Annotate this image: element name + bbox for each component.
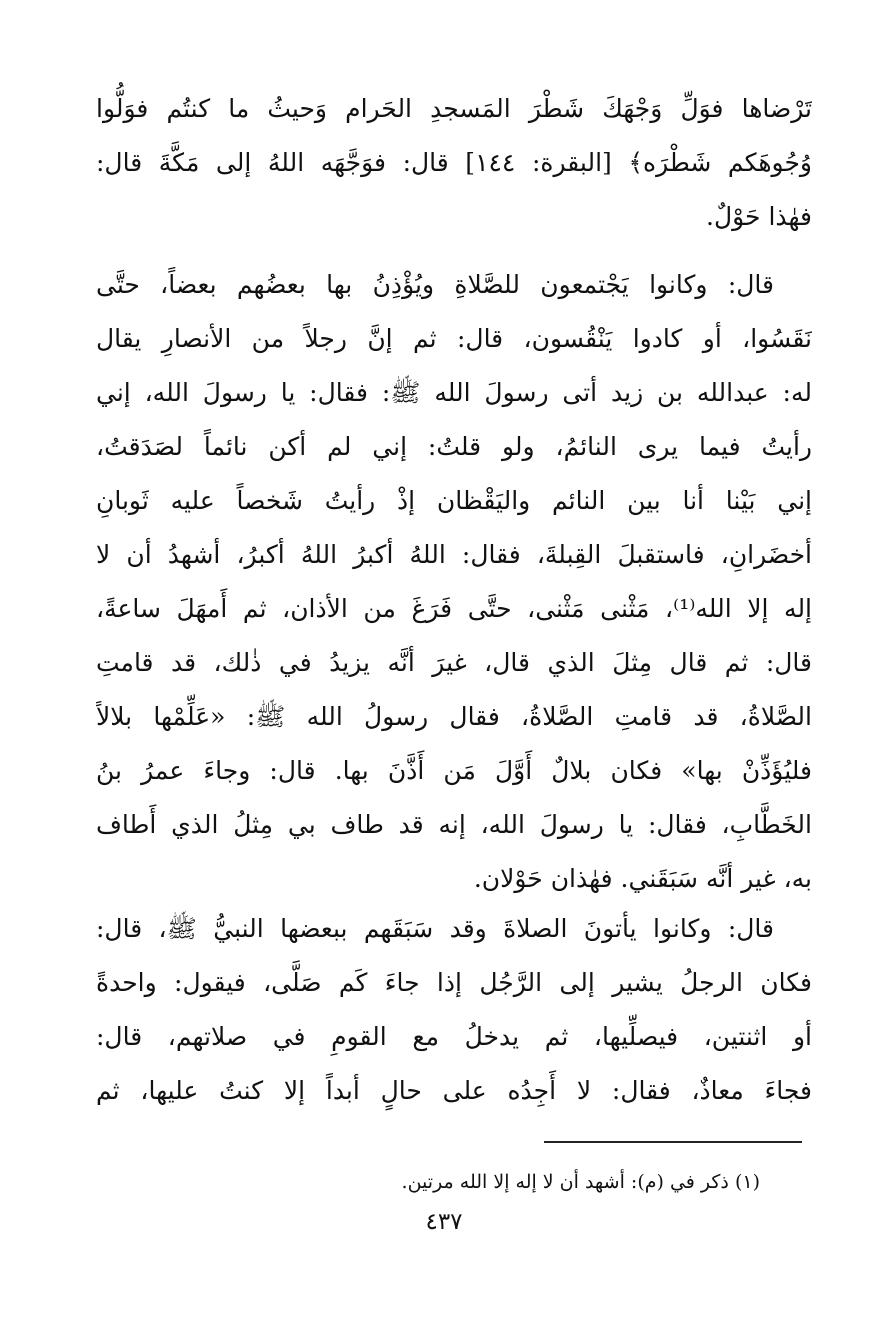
page-number: ٤٣٧ [425,1209,463,1235]
paragraph-3 [96,902,812,1118]
text-line: إني بَيْنا أنا بين النائم واليَقْظان إذْ رأيتُ شَخصاً عليه ثَوبانِ [96,486,812,515]
text-line: الصَّلاةُ، قد قامتِ الصَّلاةُ، فقال رسولُ الله ﷺ: «عَلِّمْها بلالاً [96,702,812,731]
footnote-divider [544,1141,802,1143]
text-line: فليُؤَذِّنْ بها» فكان بلالٌ أَوَّلَ مَن أَذَّنَ بها. قال: وجاءَ عمرُ بنُ [96,756,812,785]
text-line: الخَطَّابِ، فقال: يا رسولَ الله، إنه قد طاف بي مِثلُ الذي أَطاف [96,810,812,839]
text-line: به، غير أنَّه سَبَقَني. فهٰذان حَوْلان. [473,864,812,893]
text-line: أخضَرانِ، فاستقبلَ القِبلةَ، فقال: اللهُ أكبرُ اللهُ أكبرُ، أشهدُ أن لا [96,540,812,569]
text-line: له: عبدالله بن زيد أتى رسولَ الله ﷺ: فقال: يا رسولَ الله، إني [96,378,812,407]
text-line: فهٰذا حَوْلٌ. [706,202,812,231]
text-line: إله إلا الله⁽¹⁾، مَثْنى مَثْنى، حتَّى فَرَغَ من الأذان، ثم أَمهَلَ ساعةً، [96,594,812,623]
text-line: وُجُوهَكم شَطْرَه﴾ [البقرة: ١٤٤] قال: فوَجَّهَه اللهُ إلى مَكَّةَ قال: [96,148,812,177]
footnote: (١) ذكر في (م): أشهد أن لا إله إلا الله مرتين. [401,1171,760,1193]
paragraph-1 [96,82,812,244]
text-line: قال: وكانوا يأتونَ الصلاةَ وقد سَبَقَهم ببعضها النبيُّ ﷺ، قال: [96,914,774,943]
paragraph-2 [96,258,812,906]
text-line: قال: ثم قال مِثلَ الذي قال، غيرَ أنَّه يزيدُ في ذٰلك، قد قامتِ [96,648,812,677]
text-line: أو اثنتين، فيصلِّيها، ثم يدخلُ مع القومِ في صلاتهم، قال: [96,1022,812,1051]
text-line: قال: وكانوا يَجْتمعون للصَّلاةِ ويُؤْذِنُ بها بعضُهم بعضاً، حتَّى [96,270,774,299]
text-line: تَرْضاها فوَلِّ وَجْهَكَ شَطْرَ المَسجدِ الحَرام وَحيثُ ما كنتُم فوَلُّوا [96,94,812,123]
text-line: فكان الرجلُ يشير إلى الرَّجُل إذا جاءَ كَم صَلَّى، فيقول: واحدةً [96,968,812,997]
text-line: نَقَسُوا، أو كادوا يَنْقُسون، قال: ثم إنَّ رجلاً من الأنصارِ يقال [96,324,812,353]
text-line: فجاءَ معاذٌ، فقال: لا أَجِدُه على حالٍ أبداً إلا كنتُ عليها، ثم [96,1076,812,1105]
text-line: رأيتُ فيما يرى النائمُ، ولو قلتُ: إني لم أكن نائماً لصَدَقتُ، [96,432,812,461]
